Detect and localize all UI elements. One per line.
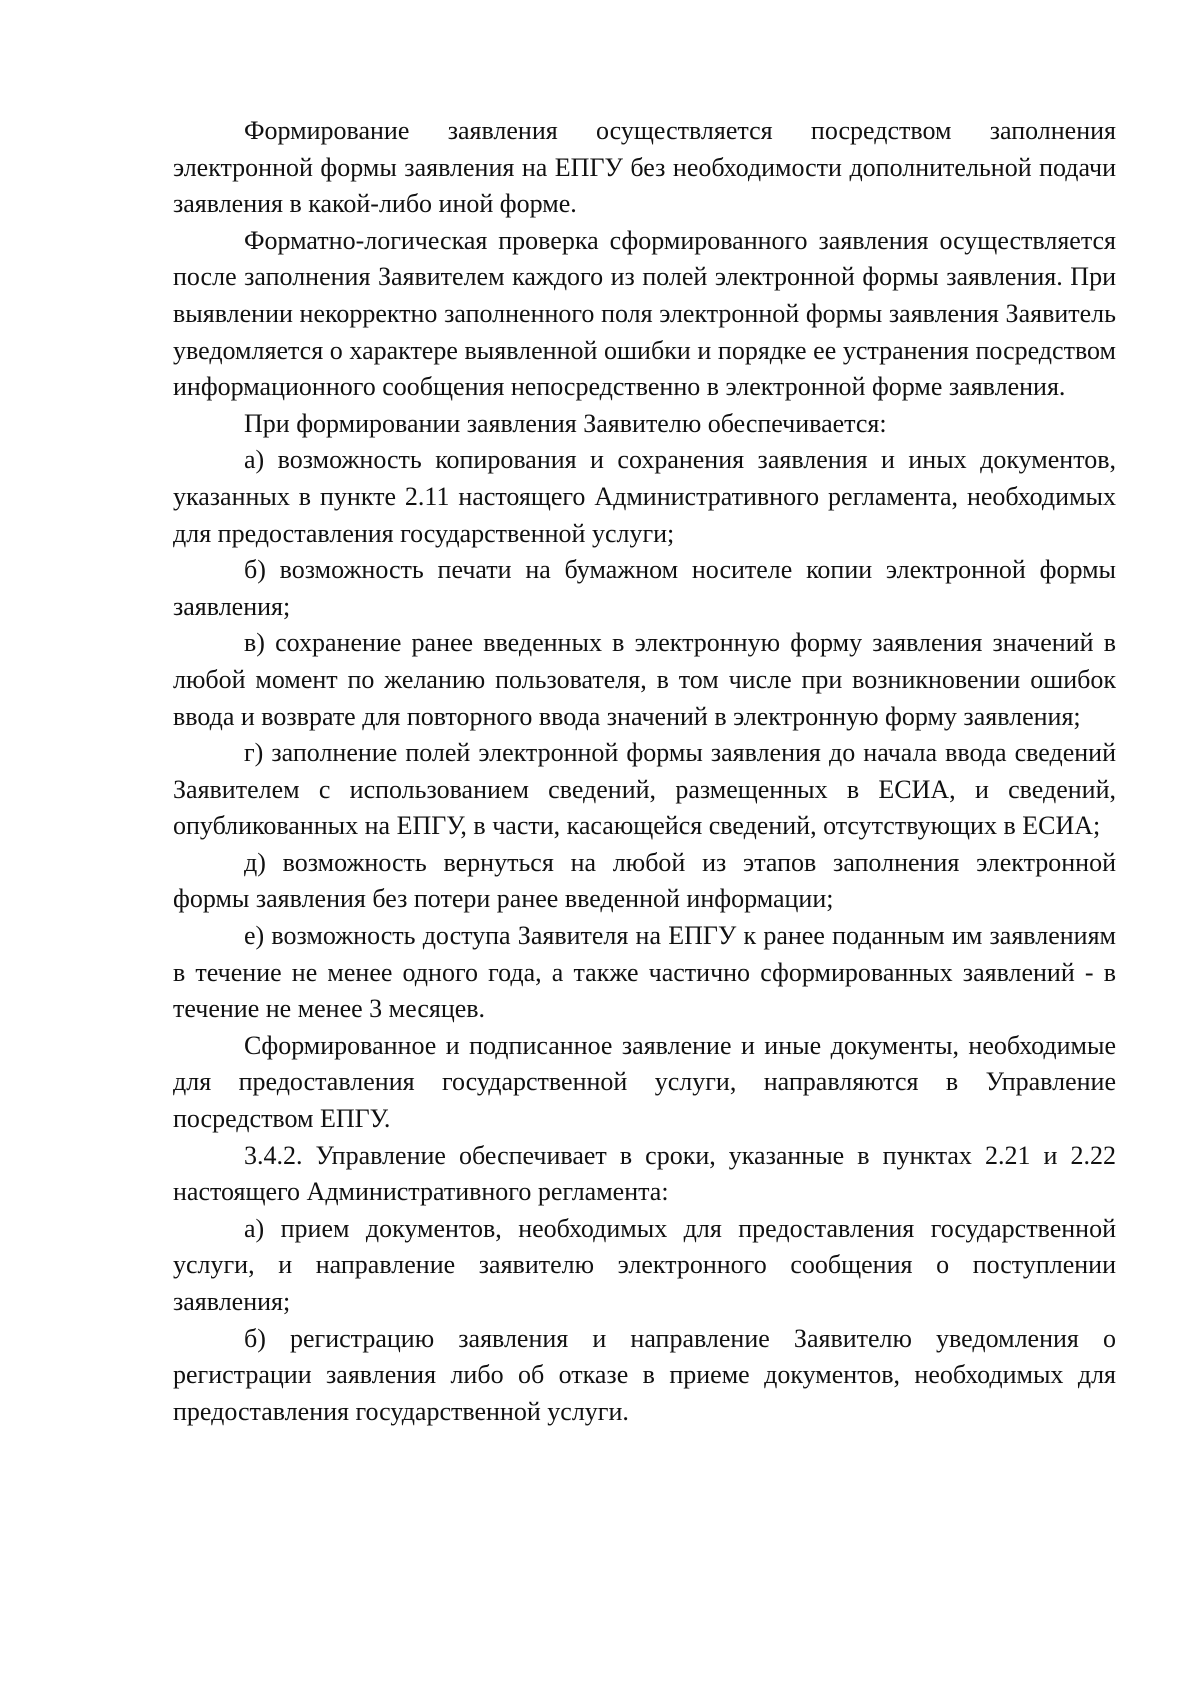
paragraph-item-e: е) возможность доступа Заявителя на ЕПГУ к ранее поданным им заявлениям в течение не менее одного года, а также частично сформированных заявлений - в течение не менее 3 месяцев.	[173, 921, 1116, 1024]
paragraph-item-b: б) возможность печати на бумажном носителе копии электронной формы заявления;	[173, 555, 1116, 621]
paragraph-item-v: в) сохранение ранее введенных в электронную форму заявления значений в любой момент по желанию пользователя, в том числе при возникновении ошибок ввода и возврате для повторного ввода значений в электронную форму заявления;	[173, 628, 1116, 731]
paragraph-sent: Сформированное и подписанное заявление и иные документы, необходимые для предоставления государственной услуги, направляются в Управление посредством ЕПГУ.	[173, 1030, 1116, 1134]
paragraph-format-check: Форматно-логическая проверка сформированного заявления осуществляется после заполнения Заявителем каждого из полей электронной формы заявления. При выявлении некорректно заполненного поля электронной формы заявления Заявитель уведомляется о характере выявленной ошибки и порядке ее устранения посредством информационного сообщения непосредственно в электронной форме заявления.	[173, 225, 1116, 402]
paragraph-provided: При формировании заявления Заявителю обеспечивается:	[244, 408, 887, 438]
paragraph-forming: Формирование заявления осуществляется посредством заполнения электронной формы заявления на ЕПГУ без необходимости дополнительной подачи заявления в какой-либо иной форме.	[173, 116, 1116, 219]
paragraph-3-4-2-item-b: б) регистрацию заявления и направление Заявителю уведомления о регистрации заявления либо об отказе в приеме документов, необходимых для предоставления государственной услуги.	[173, 1323, 1116, 1426]
paragraph-3-4-2-item-a: а) прием документов, необходимых для предоставления государственной услуги, и направление заявителю электронного сообщения о поступлении заявления;	[173, 1213, 1116, 1316]
paragraph-item-d: д) возможность вернуться на любой из этапов заполнения электронной формы заявления без потери ранее введенной информации;	[173, 847, 1116, 914]
paragraph-item-a: а) возможность копирования и сохранения заявления и иных документов, указанных в пункте 2.11 настоящего Административного регламента, необходимых для предоставления государственной услуги;	[173, 445, 1116, 548]
document-page	[173, 113, 1116, 1430]
paragraph-item-g: г) заполнение полей электронной формы заявления до начала ввода сведений Заявителем с использованием сведений, размещенных в ЕСИА, и сведений, опубликованных на ЕПГУ, в части, касающейся сведений, отсутствующих в ЕСИА;	[173, 738, 1116, 841]
paragraph-3-4-2: 3.4.2. Управление обеспечивает в сроки, указанные в пунктах 2.21 и 2.22 настоящего Административного регламента:	[173, 1140, 1116, 1207]
